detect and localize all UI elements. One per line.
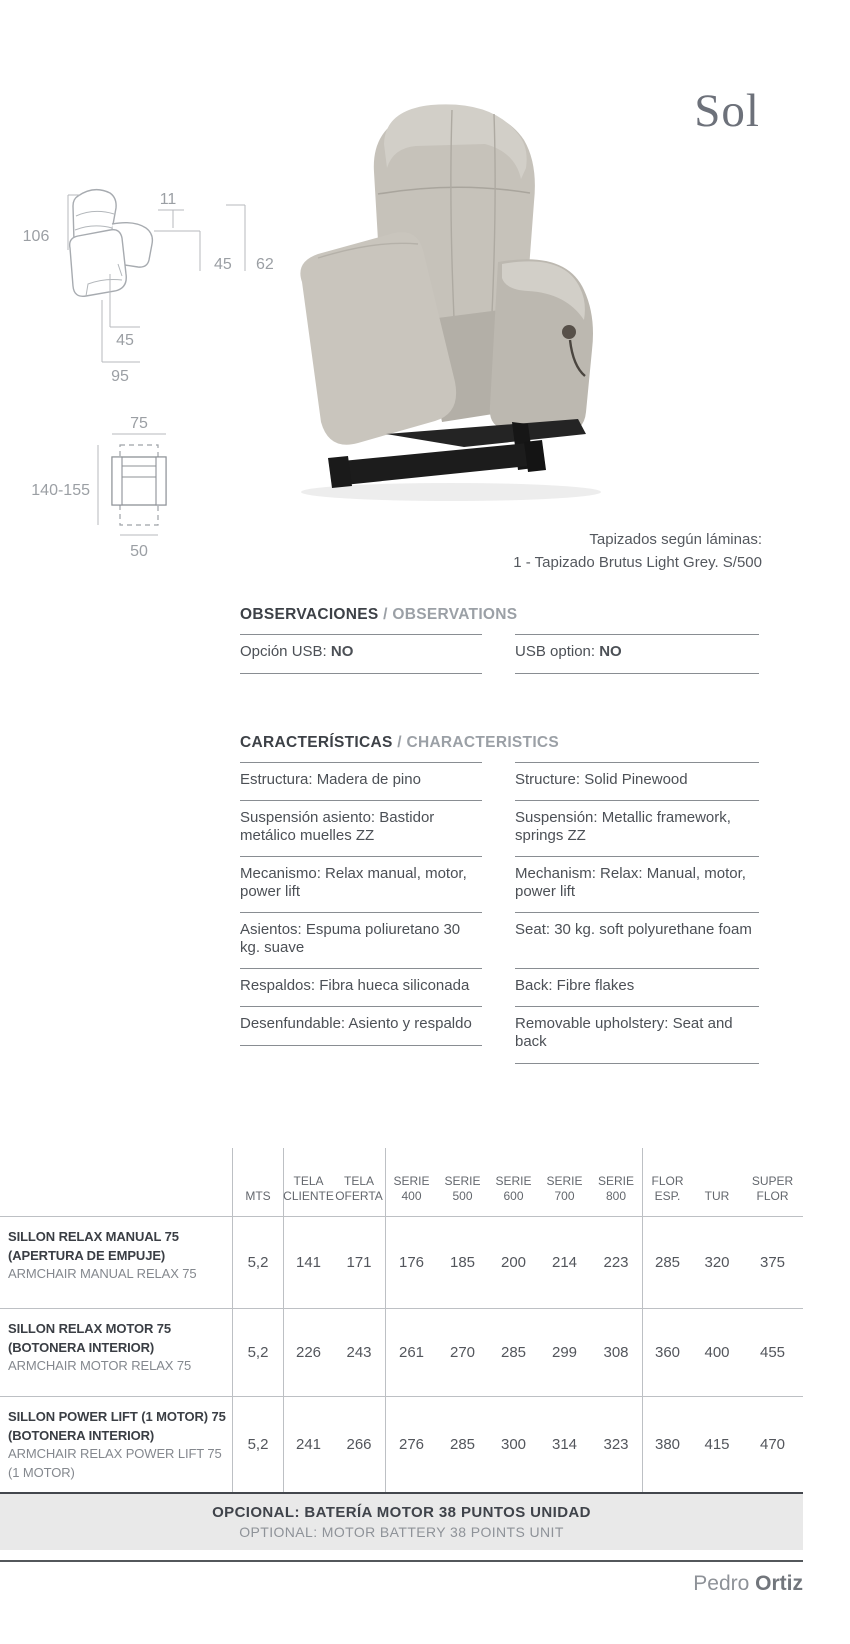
dim-right-inner-label: 45 [214,256,232,273]
table-value: 360 [642,1308,692,1396]
table-value: 320 [692,1216,742,1308]
table-header-tela-oferta: TELA OFERTA [335,1174,383,1203]
table-value: 200 [488,1216,539,1308]
table-value: 375 [742,1216,803,1308]
product-photo [266,82,650,524]
table-header-mts: MTS [232,1148,283,1216]
table-value: 276 [385,1396,437,1492]
table-value: 243 [333,1308,385,1396]
table-row-product-name: SILLON RELAX MOTOR 75 (BOTONERA INTERIOR) ARMCHAIR MOTOR RELAX 75 [0,1308,232,1396]
characteristics-grid [240,762,759,1064]
table-value: 470 [742,1396,803,1492]
characteristic-cell: Seat: 30 kg. soft polyurethane foam [515,912,759,968]
characteristic-cell: Respaldos: Fibra hueca siliconada [240,968,482,1006]
table-value: 400 [692,1308,742,1396]
price-table [0,1148,803,1494]
observations-heading-separator: / [383,606,388,623]
optional-note-es: OPCIONAL: BATERÍA MOTOR 38 PUNTOS UNIDAD [212,1504,591,1521]
dim-bottom-outer-label: 95 [111,368,129,385]
table-value: 285 [642,1216,692,1308]
table-value: 285 [488,1308,539,1396]
characteristics-heading-separator: / [397,734,402,751]
table-row-product-name: SILLON RELAX MANUAL 75 (APERTURA DE EMPUJE) ARMCHAIR MANUAL RELAX 75 [0,1216,232,1308]
optional-note-en: OPTIONAL: MOTOR BATTERY 38 POINTS UNIT [239,1524,564,1540]
dim-seat-width-label: 50 [130,543,148,560]
characteristics-heading-en: CHARACTERISTICS [406,734,560,751]
brand-first-name: Pedro [693,1572,750,1595]
usb-option-value-en: NO [599,643,622,660]
usb-option-value-es: NO [330,643,354,660]
upholstery-intro: Tapizados según láminas: [589,531,762,548]
dim-right-outer-label: 62 [256,256,274,273]
dim-width-label: 75 [130,415,148,432]
observations-heading-en: OBSERVATIONS [392,606,518,623]
observations-grid [240,634,759,674]
table-value: 323 [590,1396,642,1492]
brand-last-name: Ortiz [755,1572,803,1595]
table-value: 5,2 [232,1216,283,1308]
table-value: 185 [437,1216,488,1308]
characteristic-cell: Suspensión asiento: Bastidor metálico muelles ZZ [240,800,482,856]
table-value: 223 [590,1216,642,1308]
dim-left-label: 106 [22,228,50,245]
table-header-serie-800: SERIE 800 [597,1174,634,1203]
table-value: 176 [385,1216,437,1308]
observations-section [240,606,759,674]
characteristic-cell: Mecanismo: Relax manual, motor, power lift [240,856,482,912]
brand-logo [0,1572,803,1596]
observations-heading-es: OBSERVACIONES [240,606,379,623]
characteristic-cell: Mechanism: Relax: Manual, motor, power lift [515,856,759,912]
characteristic-cell: Asientos: Espuma poliuretano 30 kg. suave [240,912,482,968]
characteristics-heading-es: CARACTERÍSTICAS [240,734,393,751]
dim-depth-label: 140-155 [31,482,90,499]
table-value: 455 [742,1308,803,1396]
characteristic-cell: Desenfundable: Asiento y respaldo [240,1006,482,1064]
table-header-serie-700: SERIE 700 [546,1174,583,1203]
characteristic-cell: Estructura: Madera de pino [240,762,482,800]
table-value: 241 [283,1396,333,1492]
observation-cell-es [240,634,482,674]
table-value: 171 [333,1216,385,1308]
table-header-serie-400: SERIE 400 [385,1148,437,1216]
table-value: 314 [539,1396,590,1492]
side-view-diagram [18,168,278,390]
table-value: 226 [283,1308,333,1396]
table-value: 141 [283,1216,333,1308]
table-value: 261 [385,1308,437,1396]
table-header-serie-600: SERIE 600 [495,1174,532,1203]
table-header-super-flor: SUPER FLOR [751,1174,794,1203]
observations-heading [240,606,759,624]
table-value: 308 [590,1308,642,1396]
front-view-diagram [18,400,278,575]
characteristic-cell: Back: Fibre flakes [515,968,759,1006]
dim-top-label: 11 [159,191,177,208]
upholstery-note [513,528,762,574]
observation-cell-en [515,634,759,674]
table-header-tur: TUR [704,1189,730,1203]
table-value: 415 [692,1396,742,1492]
table-row-product-name: SILLON POWER LIFT (1 MOTOR) 75 (BOTONERA INTERIOR) ARMCHAIR RELAX POWER LIFT 75 (1 MOTOR) [0,1396,232,1492]
characteristic-cell: Removable upholstery: Seat and back [515,1006,759,1064]
table-value: 5,2 [232,1396,283,1492]
table-value: 5,2 [232,1308,283,1396]
table-value: 300 [488,1396,539,1492]
table-value: 214 [539,1216,590,1308]
usb-option-label-es: Opción USB: [240,643,327,660]
table-value: 285 [437,1396,488,1492]
table-header-tela-cliente: TELA CLIENTE [283,1148,333,1216]
characteristic-cell: Suspensión: Metallic framework, springs ZZ [515,800,759,856]
footer-divider [0,1560,803,1562]
dim-bottom-inner-label: 45 [116,332,134,349]
table-header-serie-500: SERIE 500 [444,1174,481,1203]
characteristics-section [240,734,759,1064]
optional-note-band [0,1494,803,1550]
table-header-flor-esp: FLOR ESP. [642,1148,692,1216]
table-header-product [0,1148,232,1216]
table-value: 266 [333,1396,385,1492]
characteristics-heading [240,734,759,752]
table-value: 299 [539,1308,590,1396]
page-title: Sol [694,85,760,137]
table-value: 270 [437,1308,488,1396]
upholstery-option: 1 - Tapizado Brutus Light Grey. S/500 [513,554,762,571]
characteristic-cell: Structure: Solid Pinewood [515,762,759,800]
usb-option-label-en: USB option: [515,643,596,660]
table-value: 380 [642,1396,692,1492]
